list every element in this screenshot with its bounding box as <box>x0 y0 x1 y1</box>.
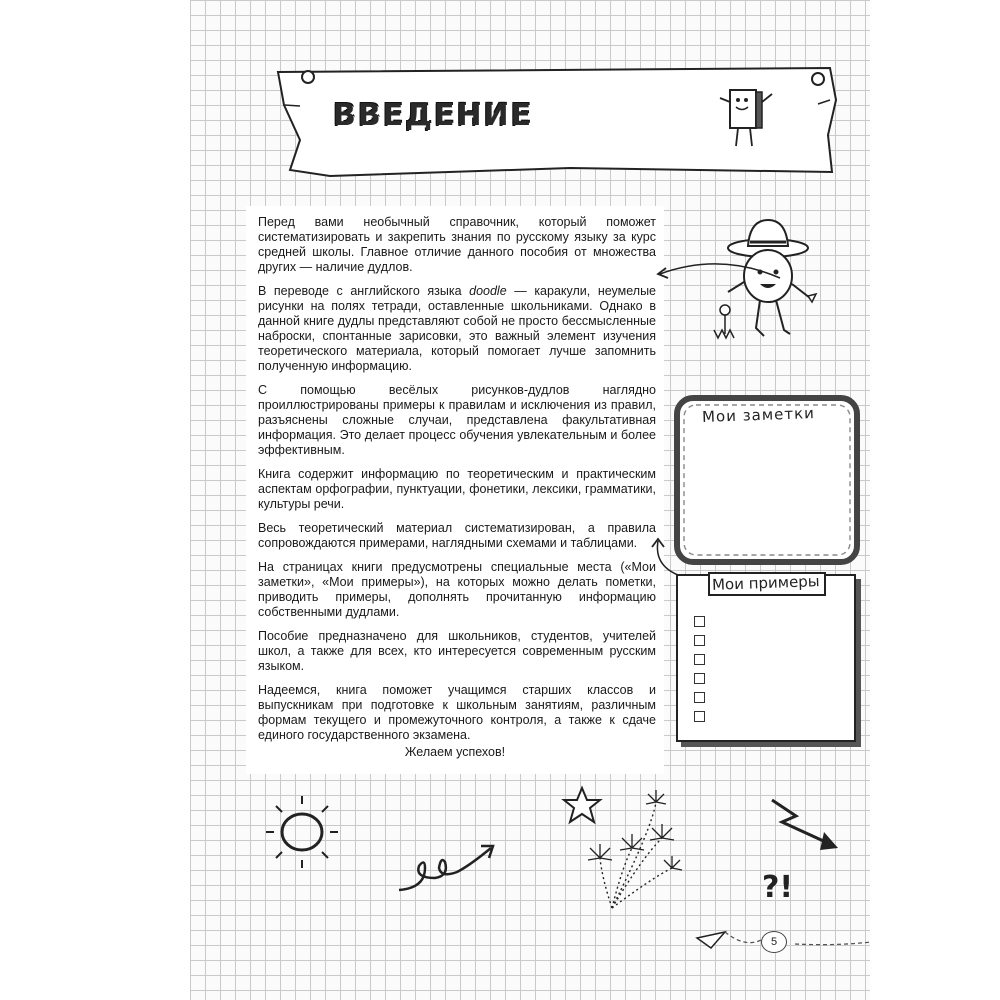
intro-text <box>258 215 656 752</box>
example-checkbox[interactable] <box>694 635 705 646</box>
example-checkbox[interactable] <box>694 673 705 684</box>
example-checkbox[interactable] <box>694 692 705 703</box>
question-exclamation: ?! <box>762 870 794 905</box>
paragraph-5: Весь теоретический материал систематизирован, а правила сопровождаются примерами, наглядными схемами и таблицами. <box>258 521 656 550</box>
paragraph-1: Перед вами необычный справочник, который поможет систематизировать и закрепить знания по русскому языку за курс средней школы. Главное отличие данного пособия от множества других — наличие дудлов. <box>258 215 656 274</box>
notes-title: Мои заметки <box>701 404 816 426</box>
flower-icon <box>710 300 740 340</box>
fireworks-icon <box>572 788 712 918</box>
paragraph-2-pre: В переводе с английского языка <box>258 284 470 298</box>
page-title: ВВЕДЕНИЕ <box>333 98 534 133</box>
page-number: 5 <box>761 931 787 953</box>
paragraph-2-post: — каракули, неумелые рисунки на полях тетради, оставленные школьниками. Однако в данной книге дудлы представляют собой не просто бессмысленные наброски, спонтанные зарисовки, это важный элемент изучения теоретического материала, который помогает лучше запомнить полученную информацию. <box>258 284 657 373</box>
paragraph-8: Надеемся, книга поможет учащимся старших классов и выпускникам при подготовке к школьным занятиям, различным формам текущего и промежуточного контроля, а также к сдаче единого государственного экзамена. <box>258 683 656 742</box>
paragraph-6: На страницах книги предусмотрены специальные места («Мои заметки», «Мои примеры»), на которых можно делать пометки, приводить примеры, дополнять прочитанную информацию собственными дудлами. <box>258 560 656 619</box>
example-checkbox[interactable] <box>694 654 705 665</box>
paragraph-4: Книга содержит информацию по теоретическим и практическим аспектам орфографии, пунктуации, фонетики, лексики, грамматики, культуры речи. <box>258 467 656 511</box>
paragraph-2 <box>258 284 656 374</box>
doodle-term: doodle <box>469 284 507 298</box>
examples-title: Мои примеры <box>711 572 820 594</box>
paragraph-3: С помощью весёлых рисунков-дудлов наглядно проиллюстрированы примеры к правилам и исключения из правил, разъяснены сложные случаи, представлена факультативная информация. Это делает процесс обучения увлекательным и более эффективным. <box>258 383 656 457</box>
example-checkbox[interactable] <box>694 616 705 627</box>
example-checkbox[interactable] <box>694 711 705 722</box>
spiral-arrow-icon <box>395 838 505 898</box>
paragraph-7: Пособие предназначено для школьников, студентов, учителей школ, а также для всех, кто интересуется современным русским языком. <box>258 629 656 673</box>
book-character-icon <box>712 82 782 162</box>
zigzag-arrow-icon <box>768 796 848 856</box>
closing-wish: Желаем успехов! <box>404 745 506 759</box>
sun-icon <box>262 792 342 872</box>
